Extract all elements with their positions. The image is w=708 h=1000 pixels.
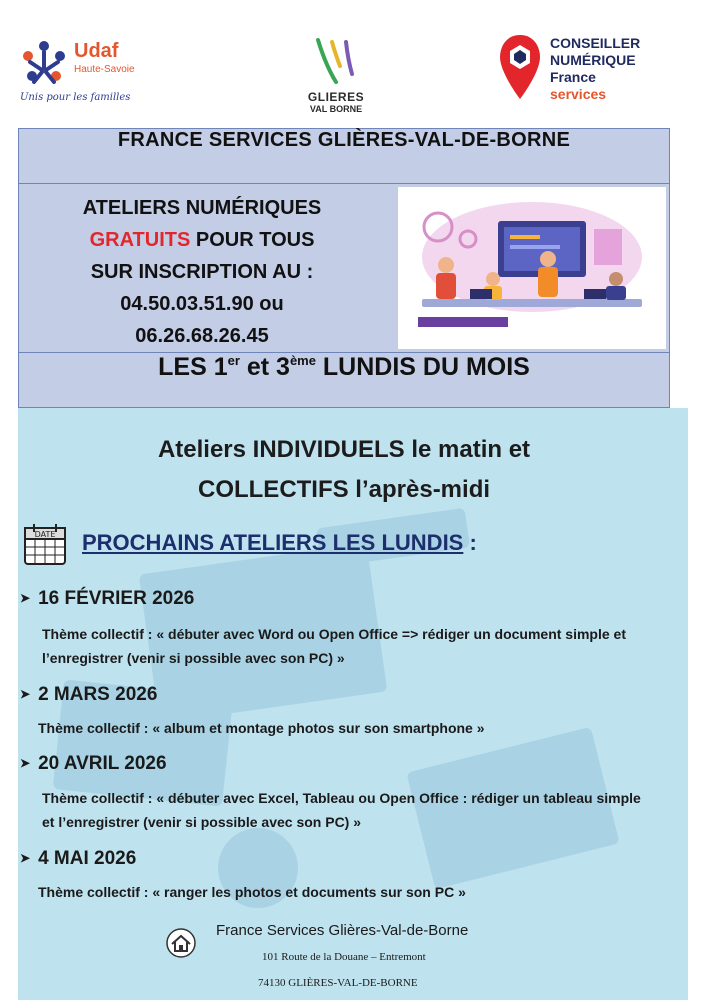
- udaf-motto: Unis pour les familles: [20, 92, 131, 103]
- page-title: FRANCE SERVICES GLIÈRES-VAL-DE-BORNE: [117, 129, 571, 151]
- udaf-figures-icon: [18, 38, 70, 90]
- prochains-heading: [82, 530, 477, 556]
- session-theme-1: Thème collectif : « débuter avec Word ou Open Office => rédiger un document simple et l’enregistrer (venir si possible avec son PC) »: [42, 626, 626, 666]
- conseiller-numerique-logo: [498, 33, 678, 108]
- session-date-3: [20, 753, 167, 775]
- udaf-brand: Udaf: [74, 40, 119, 62]
- arrow-bullet-icon: ➤: [20, 591, 31, 605]
- calendar-label: DATE: [34, 530, 56, 539]
- footer-street: 101 Route de la Douane – Entremont: [262, 951, 426, 963]
- info-line3: SUR INSCRIPTION AU :: [90, 261, 314, 283]
- title-band: [18, 128, 670, 184]
- session-date-text: 20 AVRIL 2026: [38, 753, 167, 774]
- ateliers-line1: Ateliers INDIVIDUELS le matin et: [157, 436, 531, 463]
- mondays-mid: et 3: [239, 353, 290, 381]
- mondays-prefix: LES 1: [158, 353, 228, 381]
- mondays-suffix: LUNDIS DU MOIS: [315, 353, 530, 381]
- cn-line2: NUMÉRIQUE: [550, 52, 636, 68]
- conseiller-numerique-pin-icon: [498, 33, 542, 103]
- arrow-bullet-icon: ➤: [20, 851, 31, 865]
- phone-1: 04.50.03.51.90 ou: [120, 293, 284, 315]
- mondays-sup2: ème: [289, 353, 316, 368]
- udaf-subtitle: Haute-Savoie: [74, 64, 135, 75]
- session-theme-3: Thème collectif : « débuter avec Excel, Tableau ou Open Office : rédiger un tableau simple et l’enregistrer (venir si possible avec son PC) »: [42, 790, 641, 830]
- people-at-computers-illustration: [398, 187, 666, 349]
- mondays-sup1: er: [227, 353, 240, 368]
- gratuits-label: GRATUITS: [89, 229, 191, 251]
- session-date-text: 16 FÉVRIER 2026: [38, 588, 195, 609]
- arrow-bullet-icon: ➤: [20, 687, 31, 701]
- info-line2-rest: POUR TOUS: [190, 229, 315, 251]
- mondays-band: [18, 352, 670, 408]
- ateliers-heading: [18, 430, 670, 510]
- calendar-icon: [22, 522, 68, 568]
- glieres-mark-icon: [296, 36, 376, 88]
- session-date-2: [20, 684, 157, 706]
- glieres-logo: [296, 36, 376, 116]
- session-date-text: 4 MAI 2026: [38, 848, 137, 869]
- info-text: [26, 192, 378, 352]
- cn-line4: services: [550, 86, 607, 102]
- prochains-text: PROCHAINS ATELIERS LES LUNDIS: [82, 530, 464, 555]
- ateliers-line2: COLLECTIFS l’après-midi: [197, 476, 491, 503]
- info-line1: ATELIERS NUMÉRIQUES: [82, 197, 322, 219]
- arrow-bullet-icon: ➤: [20, 756, 31, 770]
- glieres-name: GLIERES: [307, 90, 365, 104]
- session-date-text: 2 MARS 2026: [38, 684, 158, 705]
- mondays-text: [19, 353, 669, 382]
- udaf-logo: [18, 38, 153, 108]
- footer-city: 74130 GLIÈRES-VAL-DE-BORNE: [258, 977, 418, 989]
- phone-2: 06.26.68.26.45: [135, 325, 269, 347]
- workshop-illustration: [398, 187, 666, 349]
- cn-line3: France: [550, 69, 596, 85]
- cn-line1: CONSEILLER: [550, 35, 641, 51]
- session-theme-2: Thème collectif : « album et montage photos sur son smartphone »: [38, 720, 485, 736]
- footer-name: France Services Glières-Val-de-Borne: [216, 922, 469, 939]
- session-date-4: [20, 848, 136, 870]
- session-theme-4: Thème collectif : « ranger les photos et documents sur son PC »: [38, 884, 466, 900]
- info-line2: [26, 224, 378, 256]
- glieres-sub: VAL BORNE: [309, 104, 363, 114]
- home-icon: [166, 928, 196, 958]
- session-date-1: [20, 588, 194, 610]
- prochains-colon: :: [463, 530, 477, 555]
